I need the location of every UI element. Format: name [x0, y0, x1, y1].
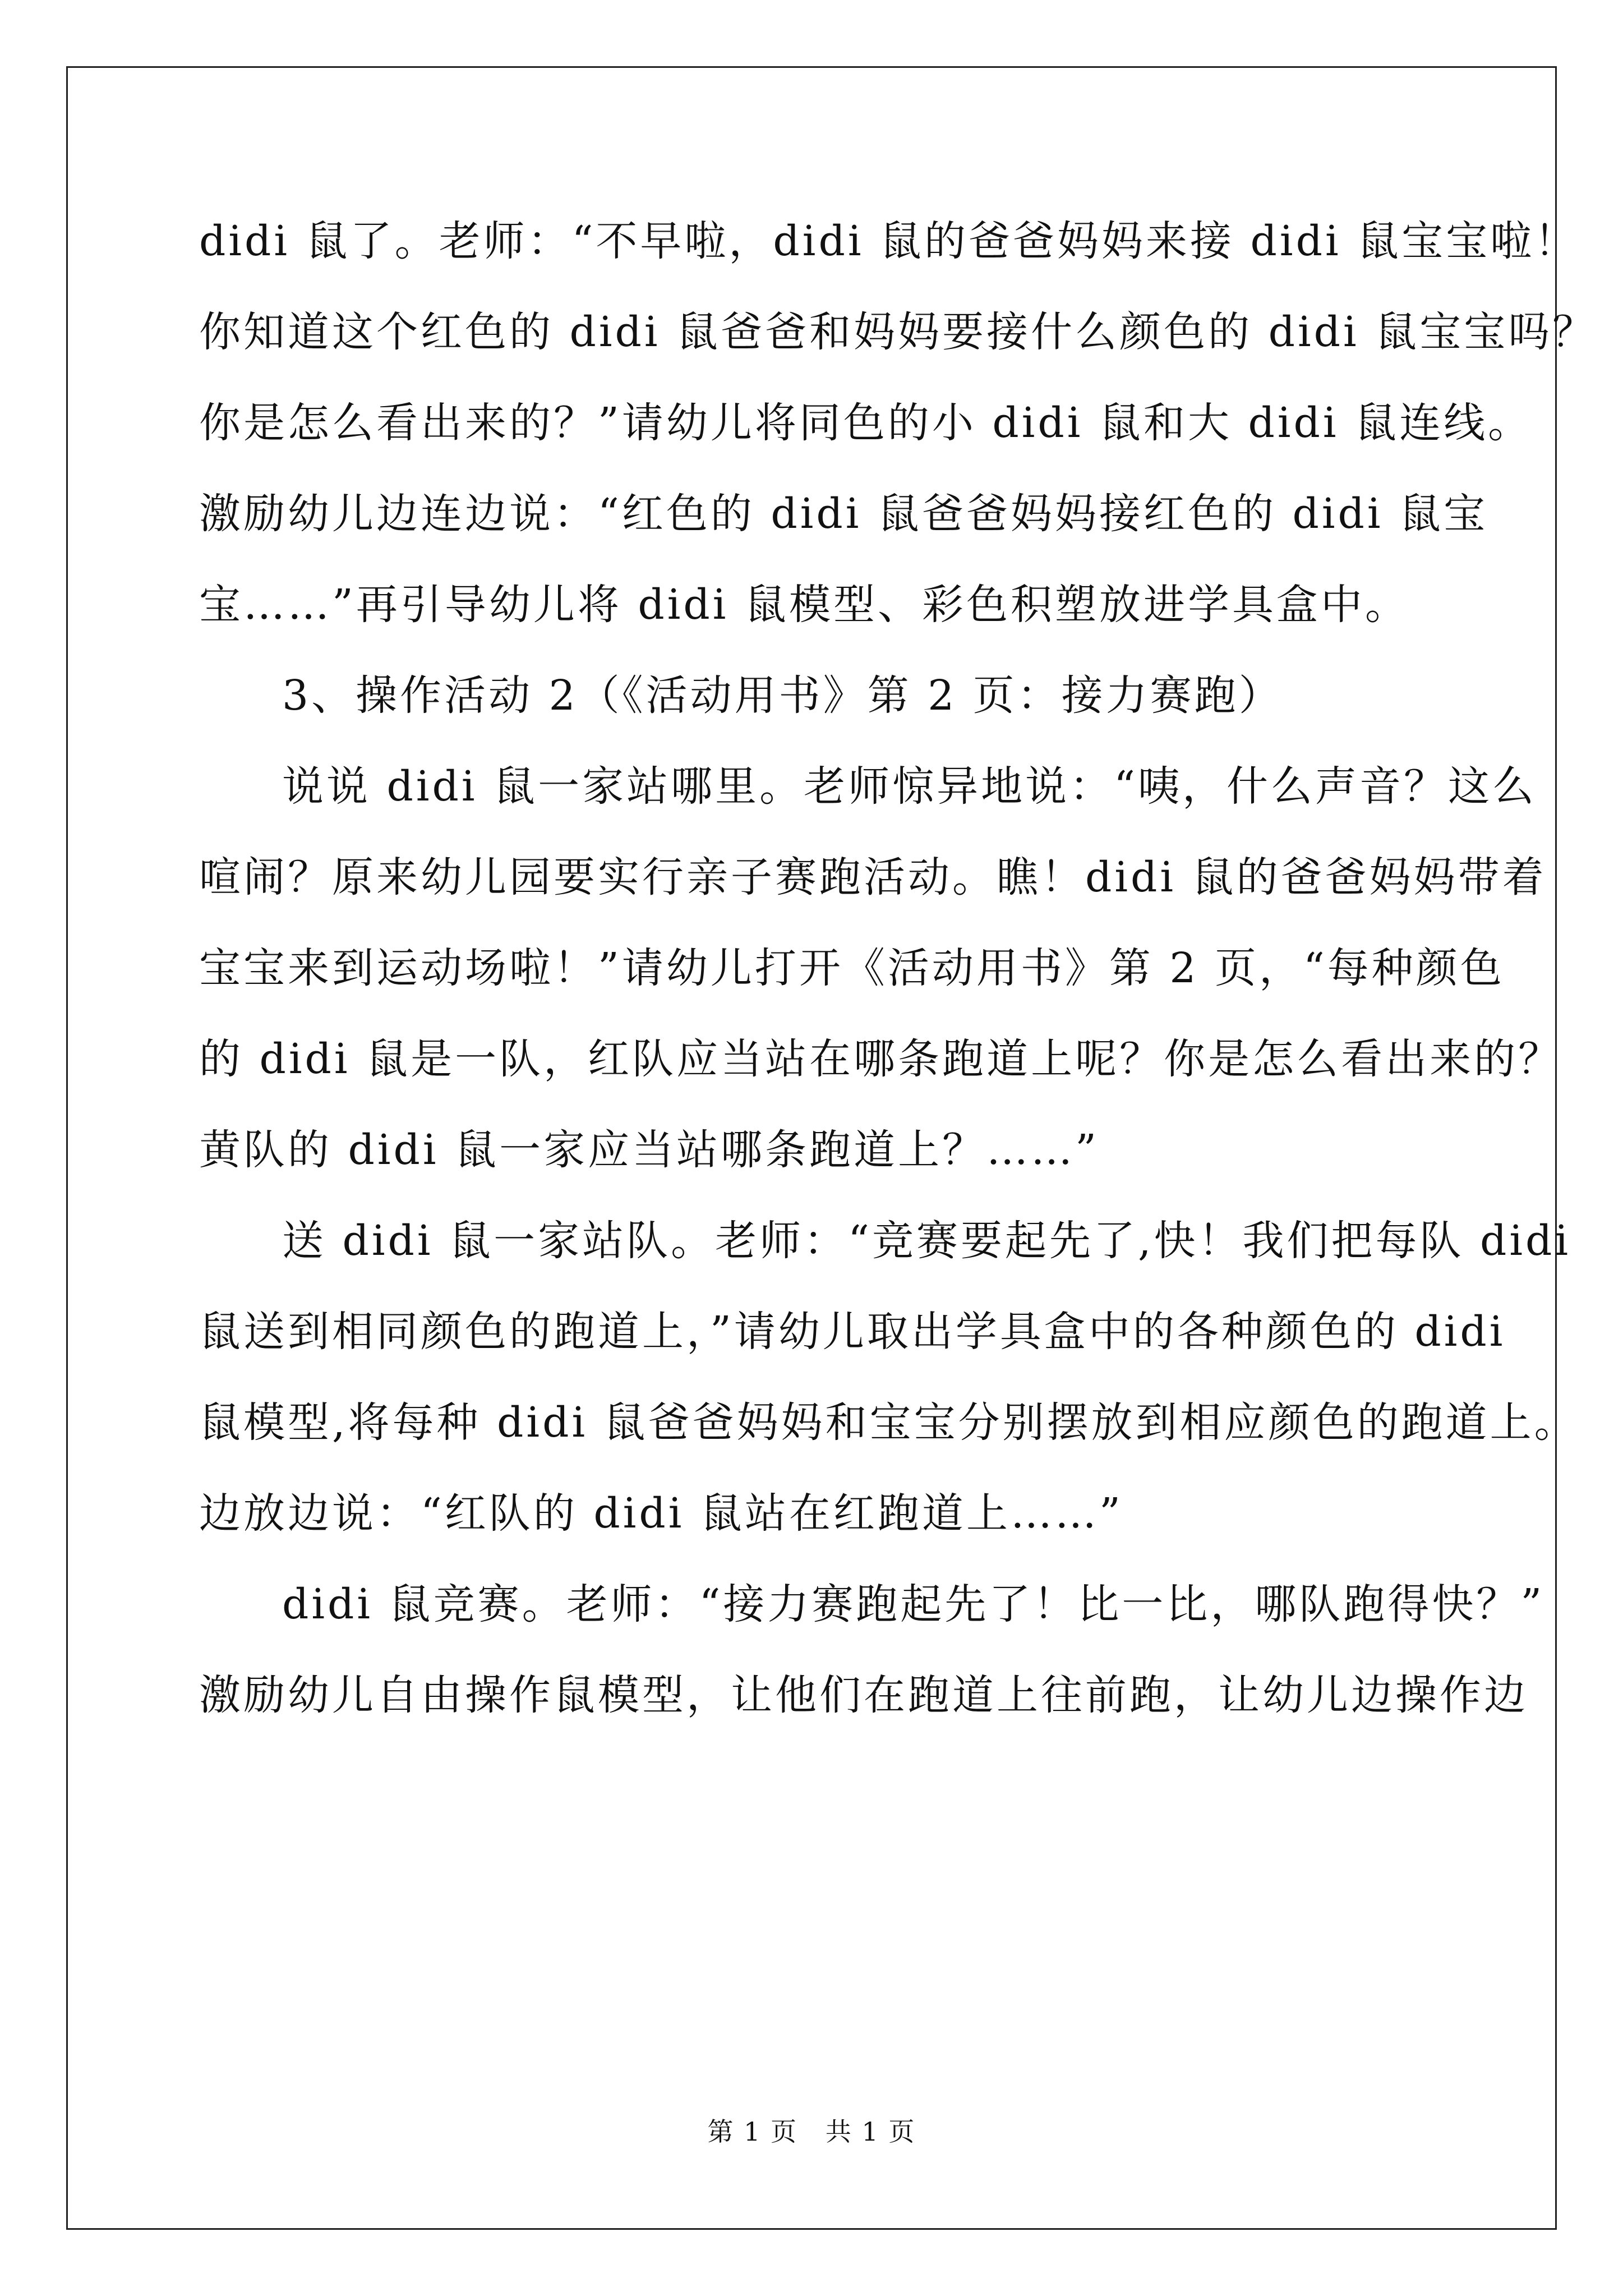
text-line: 你知道这个红色的 didi 鼠爸爸和妈妈要接什么颜色的 didi 鼠宝宝吗？ [199, 308, 1597, 356]
text-line: 你是怎么看出来的？”请幼儿将同色的小 didi 鼠和大 didi 鼠连线。 [199, 399, 1533, 447]
text-line: 的 didi 鼠是一队，红队应当站在哪条跑道上呢？你是怎么看出来的？ [199, 1035, 1563, 1083]
section-heading: 3、操作活动 2（《活动用书》第 2 页：接力赛跑） [282, 671, 1283, 720]
text-line: 宝……”再引导幼儿将 didi 鼠模型、彩色积塑放进学具盒中。 [199, 581, 1409, 629]
text-line: 边放边说：“红队的 didi 鼠站在红跑道上……” [199, 1489, 1123, 1538]
text-line: 鼠模型,将每种 didi 鼠爸爸妈妈和宝宝分别摆放到相应颜色的跑道上。 [199, 1398, 1579, 1447]
paragraph-start: didi 鼠竞赛。老师：“接力赛跑起先了！比一比，哪队跑得快？” [282, 1580, 1545, 1628]
text-line: 喧闹？原来幼儿园要实行亲子赛跑活动。瞧！didi 鼠的爸爸妈妈带着 [199, 853, 1547, 901]
text-line: 激励幼儿自由操作鼠模型，让他们在跑道上往前跑，让幼儿边操作边 [199, 1671, 1528, 1719]
page-footer: 第 1 页 共 1 页 [707, 2116, 916, 2147]
paragraph-start: 送 didi 鼠一家站队。老师：“竞赛要起先了,快！我们把每队 didi [282, 1217, 1571, 1265]
text-line: didi 鼠了。老师：“不早啦，didi 鼠的爸爸妈妈来接 didi 鼠宝宝啦！ [199, 217, 1579, 265]
document-body [199, 208, 1597, 1752]
text-line: 宝宝来到运动场啦！”请幼儿打开《活动用书》第 2 页，“每种颜色 [199, 944, 1505, 992]
text-line: 鼠送到相同颜色的跑道上，”请幼儿取出学具盒中的各种颜色的 didi [199, 1308, 1506, 1356]
text-line: 激励幼儿边连边说：“红色的 didi 鼠爸爸妈妈接红色的 didi 鼠宝 [199, 490, 1488, 538]
text-line: 黄队的 didi 鼠一家应当站哪条跑道上？……” [199, 1126, 1099, 1174]
paragraph-start: 说说 didi 鼠一家站哪里。老师惊异地说：“咦，什么声音？这么 [282, 762, 1537, 811]
